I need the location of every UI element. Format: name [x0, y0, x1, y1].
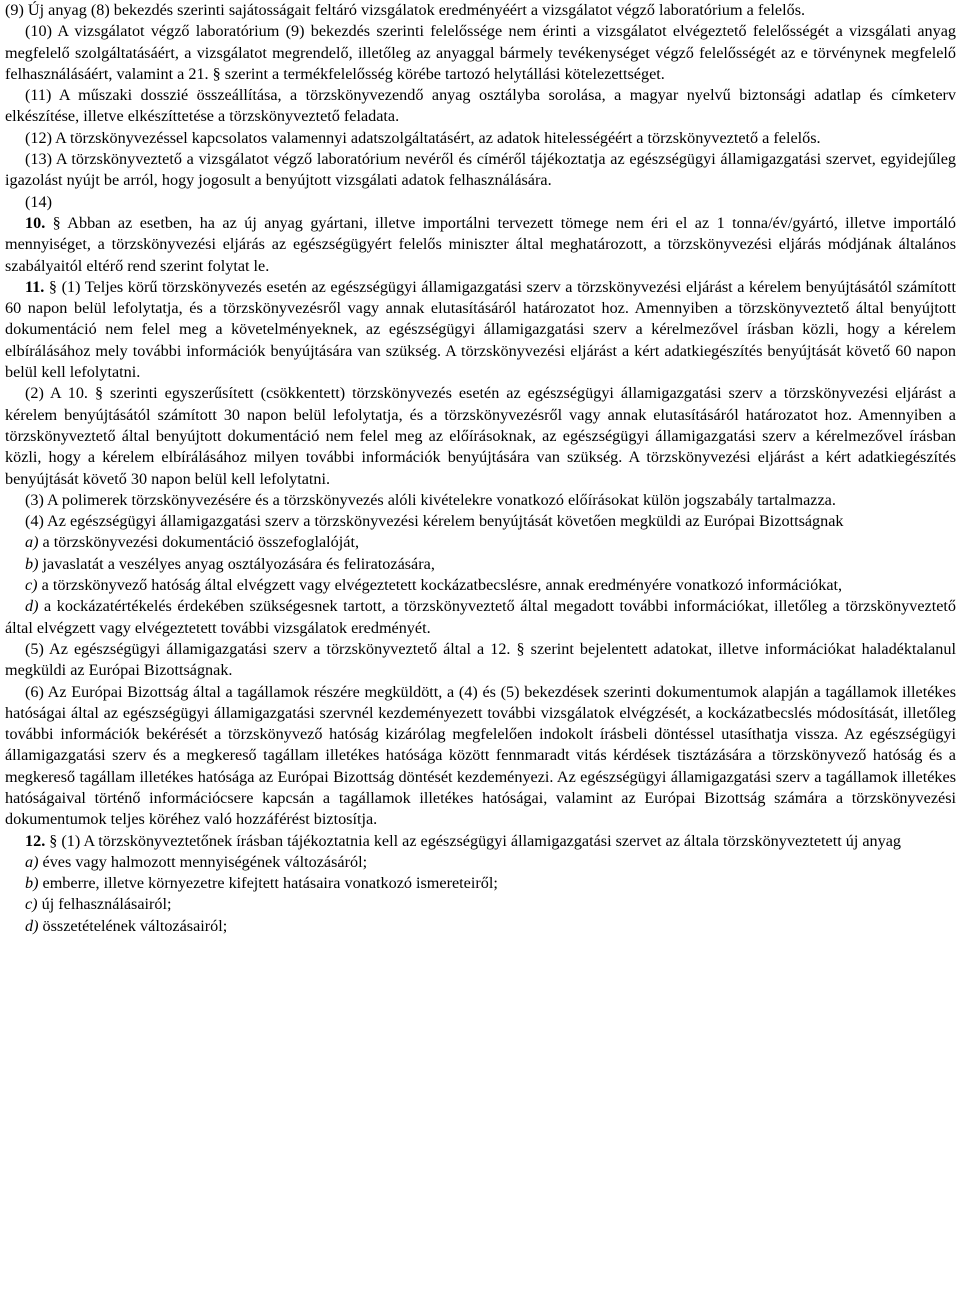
section-number: 10.: [25, 213, 46, 232]
list-item-text: a törzskönyvező hatóság által elvégzett vagy elvégeztetett kockázatbecslésre, annak eredményére vonatkozó információkat,: [37, 576, 843, 595]
paragraph-text: (13) A törzskönyveztető a vizsgálatot végző laboratórium nevéről és címéről tájékoztatja az egészségügyi államigazgatási szervet, egyidejűleg igazolást nyújt be arról, hogy jogosult a benyújtott vizsgálati adatok felhasználására.: [5, 150, 956, 190]
section-11-paragraph-6: [5, 682, 956, 831]
section-10: [5, 213, 956, 277]
list-marker: d): [25, 597, 39, 616]
section-11-paragraph-4: [5, 511, 956, 532]
list-item-d: [5, 916, 956, 937]
list-item-text: javaslatát a veszélyes anyag osztályozására és feliratozására,: [38, 554, 435, 573]
paragraph-text: (10) A vizsgálatot végző laboratórium (9) bekezdés szerinti felelőssége nem érinti a vizsgálatot elvégeztető felelősségét a vizsgálati anyag megfelelő szolgáltatásáért, a vizsgálatot megrendelő, illetőleg az anyaggal bármely tevékenységet végző felelősségét az e törvénynek megfelelő felhasználásáért, valamint a 21. § szerint a termékfelelősség körébe tartozó helytállási kötelezettséget.: [5, 22, 956, 83]
list-marker: b): [25, 554, 39, 573]
paragraph-text: (11) A műszaki dosszié összeállítása, a törzskönyvezendő anyag osztályba sorolása, a magyar nyelvű biztonsági adatlap és címketerv elkészítése, illetve elkészíttetése a törzskönyveztető feladata.: [5, 86, 956, 126]
section-11-paragraph-3: [5, 490, 956, 511]
paragraph-text: § Abban az esetben, ha az új anyag gyártani, illetve importálni tervezett tömege nem éri el az 1 tonna/év/gyártó, illetve importáló mennyiséget, a törzskönyvezési eljárás az egészségügyért felelős miniszter által meghatározott, a törzskönyvezési eljárás módjának általános szabályaitól eltérő rend szerint folytat le.: [5, 213, 956, 275]
list-item-c: [5, 575, 956, 596]
paragraph-13: [5, 149, 956, 192]
list-item-b: [5, 554, 956, 575]
paragraph-14: [5, 192, 956, 213]
paragraph-text: § (1) Teljes körű törzskönyvezés esetén az egészségügyi államigazgatási szerv a törzskönyvezési eljárást a kérelem benyújtásától számított 60 napon belül lefolytatja, és a törzskönyvezésről vagy annak elutasításáról határozatot hoz. Amennyiben a törzskönyveztető által benyújtott dokumentáció nem felel meg a követelményeknek, az egészségügyi államigazgatási szerv a kérelmezővel írásban közli, hogy a kérelem elbírálásához mely további információk benyújtására van szükség. A törzskönyvezési eljárást a kért adatkiegészítés benyújtását követő 60 napon belül kell lefolytatni.: [5, 277, 956, 382]
list-item-b: [5, 873, 956, 894]
list-item-text: összetételének változásairól;: [38, 916, 228, 935]
section-11-paragraph-2: [5, 383, 956, 489]
list-item-d: [5, 596, 956, 639]
list-marker: d): [25, 916, 39, 935]
list-item-text: éves vagy halmozott mennyiségének változásáról;: [38, 852, 368, 871]
list-marker: a): [25, 533, 39, 552]
list-item-c: [5, 894, 956, 915]
paragraph-text: (6) Az Európai Bizottság által a tagállamok részére megküldött, a (4) és (5) bekezdések szerinti dokumentumok alapján a tagállamok illetékes hatóságai által az egészségügyi államigazgatási szervnél kezdeményezett további vizsgálatok elvégzését, a kockázatbecslés módosítását, illetőleg további információk bekérését a törzskönyvező hatóság kizárólag megfelelően indokolt írásbeli döntéssel utasíthatja vissza. Az egészségügyi államigazgatási szerv és a megkereső tagállam illetékes hatósága között fennmaradt vitás kérdések tisztázására a törzskönyvező hatóság és a megkereső tagállam illetékes hatósága az Európai Bizottság döntését kezdeményezi. Az egészségügyi államigazgatási szerv a tagállamok illetékes hatóságaival történő információcsere kapcsán a tagállamok illetékes hatóságai, valamint az Európai Bizottság számára a törzskönyvezési dokumentumok teljes köréhez való hozzáférést biztosítja.: [5, 682, 956, 829]
paragraph-10: [5, 21, 956, 85]
paragraph-text: (9) Új anyag (8) bekezdés szerinti sajátosságait feltáró vizsgálatok eredményéért a vizsgálatot végző laboratórium a felelős.: [5, 1, 806, 19]
section-12: [5, 831, 956, 852]
paragraph-text: (4) Az egészségügyi államigazgatási szerv a törzskönyvezési kérelem benyújtását követően megküldi az Európai Bizottságnak: [25, 512, 844, 531]
paragraph-text: (14): [25, 192, 52, 211]
list-item-text: a törzskönyvezési dokumentáció összefoglalóját,: [38, 533, 359, 552]
paragraph-9: [5, 0, 956, 21]
paragraph-text: (12) A törzskönyvezéssel kapcsolatos valamennyi adatszolgáltatásért, az adatok hitelességéért a törzskönyveztető a felelős.: [25, 128, 821, 147]
paragraph-text: (5) Az egészségügyi államigazgatási szerv a törzskönyveztető által a 12. § szerint bejelentett adatokat, illetve információkat haladéktalanul megküldi az Európai Bizottságnak.: [5, 639, 956, 680]
paragraph-text: (3) A polimerek törzskönyvezésére és a törzskönyvezés alóli kivételekre vonatkozó előírásokat külön jogszabály tartalmazza.: [25, 490, 836, 509]
section-11-paragraph-5: [5, 639, 956, 682]
paragraph-text: (2) A 10. § szerinti egyszerűsített (csökkentett) törzskönyvezés esetén az egészségügyi államigazgatási szerv a törzskönyvezési eljárást a kérelem benyújtásától számított 30 napon belül lefolytatja, és a törzskönyvezésről vagy annak elutasításáról határozatot hoz. Amennyiben a törzskönyveztető által benyújtott dokumentáció nem felel meg az előírásoknak, az egészségügyi államigazgatási szerv a kérelmezővel írásban közli, hogy a kérelem elbírálásához milyen további információk benyújtására van szükség. A törzskönyvezési eljárást a kért adatkiegészítés benyújtását követő 30 napon belül kell lefolytatni.: [5, 384, 956, 488]
list-item-text: a kockázatértékelés érdekében szükségesnek tartott, a törzskönyveztető által megadott további információkat, illetőleg a törzskönyveztető által elvégzett vagy elvégeztetett további vizsgálatok eredményét.: [5, 597, 956, 637]
list-item-a: [5, 852, 956, 873]
paragraph-text: § (1) A törzskönyveztetőnek írásban tájékoztatnia kell az egészségügyi államigazgatási szervet az általa törzskönyveztetett új anyag: [45, 831, 902, 850]
section-number: 12.: [25, 831, 46, 850]
list-item-text: emberre, illetve környezetre kifejtett hatásaira vonatkozó ismereteiről;: [38, 874, 498, 893]
list-marker: c): [25, 576, 38, 595]
paragraph-12: [5, 128, 956, 149]
list-item-text: új felhasználásairól;: [37, 895, 172, 914]
list-marker: b): [25, 874, 39, 893]
paragraph-11: [5, 85, 956, 128]
list-item-a: [5, 532, 956, 553]
list-marker: c): [25, 895, 38, 914]
section-11: [5, 277, 956, 383]
list-marker: a): [25, 852, 39, 871]
section-number: 11.: [25, 277, 45, 296]
